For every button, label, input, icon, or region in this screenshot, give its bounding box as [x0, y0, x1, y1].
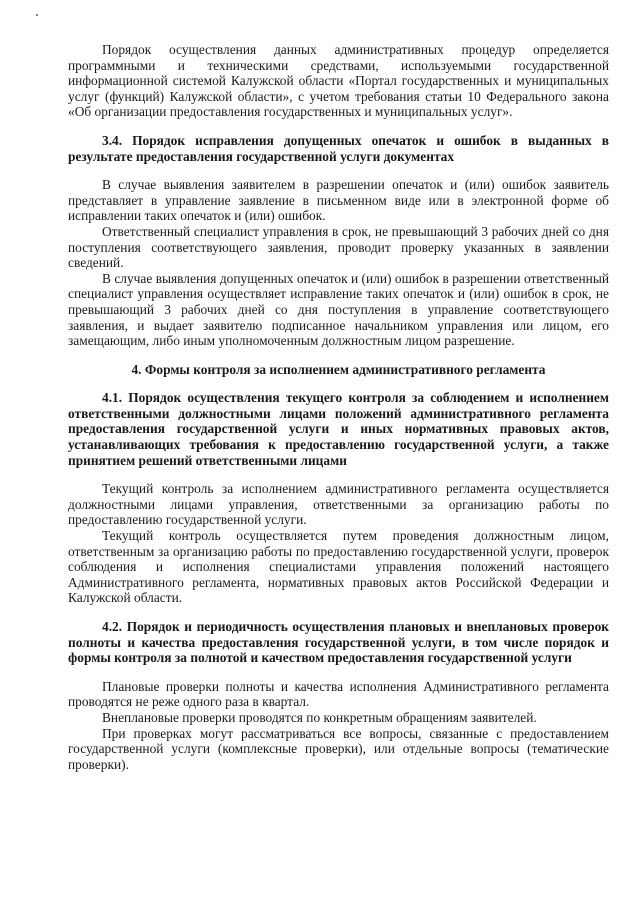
paragraph-correction: В случае выявления допущенных опечаток и (или) ошибок в разрешении ответственный специалист управления осуществляет исправление таких опечаток и (или) ошибок в срок, не превышающий 3 рабочих дней со дня поступления в управление соответствующего заявления, и выдает заявителю подписанное начальником управления или лицом, его замещающим, либо иным уполномоченным должностным лицом разрешение. — [68, 270, 609, 349]
paragraph-current-control: Текущий контроль за исполнением административного регламента осуществляется должностными лицами управления, ответственными за организацию работы по предоставлению государственной услуги. — [68, 481, 609, 528]
heading-4-2: 4.2. Порядок и периодичность осуществления плановых и внеплановых проверок полноты и качества предоставления государственной услуги, в том числе порядок и формы контроля за полнотой и качеством предоставления государственной услуги — [68, 619, 609, 666]
heading-4-1: 4.1. Порядок осуществления текущего контроля за соблюдением и исполнением ответственными должностными лицами положений административного регламента предоставления государственной услуги и иных нормативных правовых актов, устанавливающих требования к предоставлению государственной услуги, а также принятием решений ответственными лицами — [68, 390, 609, 468]
paragraph-check-scope: При проверках могут рассматриваться все вопросы, связанные с предоставлением государственной услуги (комплексные проверки), или отдельные вопросы (тематические проверки). — [68, 725, 609, 772]
paragraph-planned-checks: Плановые проверки полноты и качества исполнения Административного регламента проводятся не реже одного раза в квартал. — [68, 678, 609, 710]
paragraph-control-method: Текущий контроль осуществляется путем проведения должностным лицом, ответственным за организацию работы по предоставлению государственной услуги, проверок соблюдения и исполнения специалистами управления положений настоящего Административного регламента, нормативных правовых актов Российской Федерации и Калужской области. — [68, 528, 609, 606]
heading-3-4: 3.4. Порядок исправления допущенных опечаток и ошибок в выданных в результате предоставления государственной услуги документах — [68, 132, 609, 164]
paragraph-specialist-check: Ответственный специалист управления в срок, не превышающий 3 рабочих дней со дня поступления соответствующего заявления, проводит проверку указанных в заявлении сведений. — [68, 223, 609, 271]
paragraph-procedure-means: Порядок осуществления данных административных процедур определяется программными и техническими средствами, используемыми государственной информационной системой Калужской области «Портал государственных и муниципальных услуг (функций) Калужской области», с учетом требования статьи 10 Федерального закона «Об организации предоставления государственных и муниципальных услуг». — [68, 42, 609, 120]
scan-speck — [36, 14, 38, 16]
heading-4: 4. Формы контроля за исполнением административного регламента — [131, 361, 546, 377]
paragraph-applicant-errors: В случае выявления заявителем в разрешении опечаток и (или) ошибок заявитель представляет в управление заявление в письменном виде или в электронной форме об исправлении таких опечаток и (или) ошибок. — [68, 177, 609, 224]
paragraph-unplanned-checks: Внеплановые проверки проводятся по конкретным обращениям заявителей. — [102, 709, 537, 725]
